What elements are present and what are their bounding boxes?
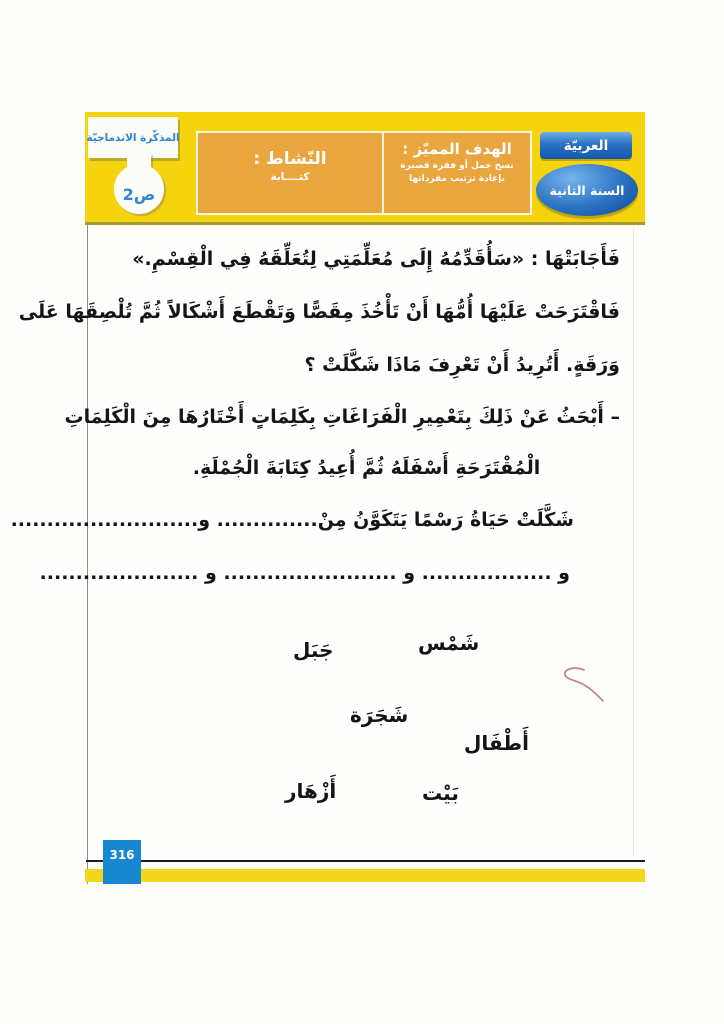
page-left-edge [87,112,88,884]
subject-badge: العربيّة [540,132,632,159]
memo-page-circle [114,164,164,214]
fill-blank-line: و .................. و ........................ و ...................... [39,562,570,584]
text-line: وَرَقَةٍ. أَتُرِيدُ أَنْ تَعْرِفَ مَاذَا شَكَّلَتْ ؟ [304,354,620,376]
activity-cell [198,133,382,213]
instruction-line: – أَبْحَثُ عَنْ ذَلِكَ بِتَعْمِيرِ الْفَرَاغَاتِ بِكَلِمَاتٍ أَخْتَارُهَا مِنَ الْكَلِمَاتِ [64,406,620,428]
page-number-badge [103,840,141,884]
activity-title: النّشاط : [253,149,327,169]
word-bank-word-mountain: جَبَل [293,638,334,662]
page-number: 316 [109,848,135,862]
objective-subtitle-2: بإعادة ترتيب مفرداتها [408,174,506,184]
header-info-box [196,131,532,215]
memo-badge-title: المذكّرة الاندماجيّة [86,131,180,144]
text-line: فَاقْتَرَحَتْ عَلَيْهَا أُمُّهَا أَنْ تَأْخُذَ مِقَصًّا وَتَقْطَعَ أَشْكَالاً ثُمَّ تُلْصِقَهَا عَلَى [18,301,620,323]
word-bank-word-tree: شَجَرَة [350,703,409,727]
activity-value: كتــــابة [270,171,310,183]
year-badge: السنة الثانية [536,164,638,216]
objective-title: الهدف المميّز : [402,140,512,158]
word-bank-word-children: أَطْفَال [464,731,529,755]
word-bank-word-sun: شَمْس [418,631,480,655]
fill-blank-line: شَكَّلَتْ حَيَاةُ رَسْمًا يَتَكَوَّنُ مِنْ.............. و.......................... [10,509,574,531]
objective-subtitle-1: نسخ جمل أو فقرة قصيرة [400,161,514,171]
page-right-edge [633,228,634,856]
memo-badge [88,117,178,158]
text-line: فَأَجَابَتْهَا : «سَأُقَدِّمُهُ إِلَى مُعَلِّمَتِي لِتُعَلِّقَهُ فِي الْقِسْمِ.» [132,248,620,270]
memo-page-ref: ص2 [122,184,156,204]
objective-cell [382,133,530,213]
instruction-line: الْمُقْتَرَحَةِ أَسْفَلَهُ ثُمَّ أُعِيدُ كِتَابَةَ الْجُمْلَةِ. [192,457,541,479]
footer-band [85,869,645,882]
footer-rule [86,860,645,862]
word-bank-word-flowers: أَزْهَار [285,779,337,803]
pen-scribble-mark [556,662,616,710]
word-bank-word-house: بَيْت [422,781,459,805]
